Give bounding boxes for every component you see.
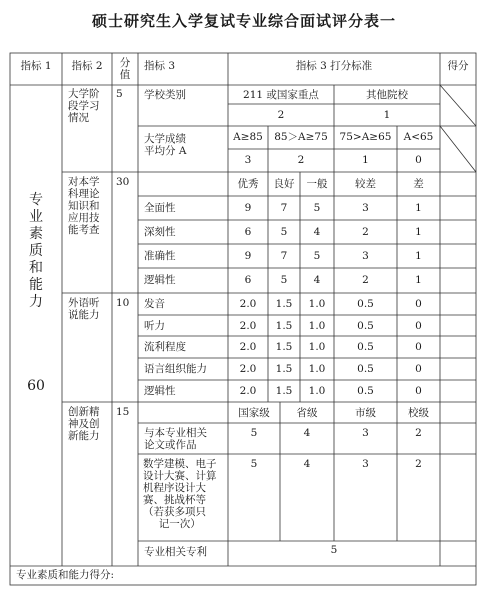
block2-row-4-val: 5 (280, 274, 288, 286)
block2-row-3-val: 5 (313, 250, 321, 262)
block1-gpa-opt-4: A<65 (403, 131, 434, 143)
header-standard: 指标 3 打分标准 (295, 60, 373, 72)
block2-row-2-val: 1 (415, 226, 422, 238)
block2-level-3: 一般 (306, 178, 328, 190)
block1-gpa-val-4: 0 (415, 154, 422, 166)
block2-row-2-val: 2 (362, 226, 369, 238)
block2-row-4-val: 1 (415, 274, 422, 286)
block3-row-4-val: 0.5 (357, 363, 374, 375)
block3-row-3-val: 0.5 (357, 341, 374, 353)
block3-row-2-val: 0 (415, 320, 422, 332)
block4-paper-val: 5 (250, 427, 258, 439)
block1-gpa-opt-1: A≥85 (233, 131, 263, 143)
block2-name: 对本学 科理论 知识和 应用技 能考查 (68, 176, 100, 236)
block4-patent-label: 专业相关专利 (144, 546, 207, 558)
block2-row-1-label: 全面性 (144, 202, 176, 214)
block3-row-4-label: 语言组织能力 (144, 363, 207, 375)
block3-row-5-val: 1.5 (275, 385, 293, 397)
header-score: 分 值 (119, 57, 131, 81)
block3-row-1-val: 2.0 (239, 298, 257, 310)
block2-row-1-val: 3 (362, 202, 369, 214)
block4-paper-label: 与本专业相关 论文或作品 (144, 427, 207, 451)
block3-row-2-label: 听力 (144, 320, 165, 332)
block2-level-4: 较差 (355, 178, 376, 190)
header-defen: 得分 (447, 60, 469, 72)
block3-row-2-val: 2.0 (239, 320, 257, 332)
block3-row-1-label: 发音 (144, 298, 165, 310)
block3-row-5-label: 逻辑性 (144, 385, 176, 397)
block1-gpa-val-2: 2 (297, 154, 305, 166)
block4-competition-label: 数学建模、电子 设计大赛、计算 机程序设计大 赛、挑战杯等 （若获多项只 记一次） (143, 458, 217, 530)
block4-paper-val: 2 (415, 427, 422, 439)
block2-level-5: 差 (413, 178, 424, 190)
block4-level-1: 国家级 (238, 407, 270, 419)
block3-row-2-val: 1.0 (308, 320, 326, 332)
block1-school-opt-1: 211 或国家重点 (243, 89, 319, 101)
block2-row-2-val: 6 (244, 226, 252, 238)
block4-competition-val: 4 (303, 458, 311, 470)
block3-score: 10 (116, 297, 130, 309)
block1-name: 大学阶 段学习 情况 (68, 88, 100, 124)
block1-score: 5 (116, 88, 123, 100)
block4-score: 15 (116, 406, 130, 418)
block4-paper-val: 3 (362, 427, 369, 439)
block4-competition-val: 5 (250, 458, 258, 470)
block2-row-3-val: 9 (244, 250, 252, 262)
block4-level-4: 校级 (408, 407, 429, 419)
block3-row-4-val: 1.5 (275, 363, 293, 375)
block2-row-1-val: 9 (244, 202, 252, 214)
block1-gpa-val-1: 3 (244, 154, 252, 166)
block3-row-5-val: 1.0 (308, 385, 326, 397)
header-indicator-3: 指标 3 (144, 60, 176, 72)
block3-name: 外语听 说能力 (68, 297, 100, 321)
block1-gpa-label: 大学成绩 平均分 A (144, 133, 187, 157)
block1-school-opt-2: 其他院校 (366, 89, 408, 101)
block3-row-3-val: 2.0 (239, 341, 257, 353)
block3-row-3-label: 流利程度 (144, 341, 186, 353)
block3-row-1-val: 1.0 (308, 298, 326, 310)
block3-row-3-val: 0 (415, 341, 422, 353)
block3-row-1-val: 0.5 (357, 298, 374, 310)
block2-row-1-val: 1 (415, 202, 422, 214)
block3-row-2-val: 1.5 (275, 320, 293, 332)
block1-school-val-2: 1 (383, 109, 391, 121)
block2-score: 30 (116, 176, 130, 188)
block4-competition-val: 3 (362, 458, 369, 470)
block1-gpa-opt-2: 85＞A≥75 (274, 131, 328, 143)
block2-row-3-val: 1 (415, 250, 422, 262)
block1-school-label: 学校类别 (144, 89, 186, 101)
block3-row-3-val: 1.0 (308, 341, 326, 353)
block2-level-1: 优秀 (237, 178, 259, 190)
block4-competition-val: 2 (415, 458, 422, 470)
block4-level-3: 市级 (355, 407, 376, 419)
header-indicator-2: 指标 2 (71, 60, 103, 72)
block2-row-4-label: 逻辑性 (144, 274, 176, 286)
block2-row-2-label: 深刻性 (144, 226, 176, 238)
block3-row-5-val: 0.5 (357, 385, 374, 397)
section-name: 专 业 素 质 和 能 力 (29, 192, 43, 310)
block4-patent-val: 5 (330, 544, 338, 556)
block3-row-4-val: 0 (415, 363, 422, 375)
block3-row-1-val: 0 (415, 298, 422, 310)
block3-row-3-val: 1.5 (275, 341, 293, 353)
block1-gpa-val-3: 1 (362, 154, 369, 166)
block3-row-5-val: 0 (415, 385, 422, 397)
block3-row-4-val: 2.0 (239, 363, 257, 375)
block4-level-2: 省级 (296, 407, 318, 419)
block1-school-val-1: 2 (277, 109, 285, 121)
block3-row-5-val: 2.0 (239, 385, 257, 397)
block2-row-2-val: 4 (313, 226, 321, 238)
block4-paper-val: 4 (303, 427, 311, 439)
block3-row-1-val: 1.5 (275, 298, 293, 310)
section-total: 60 (27, 378, 45, 394)
block2-row-1-val: 5 (313, 202, 321, 214)
block3-row-4-val: 1.0 (308, 363, 326, 375)
header-indicator-1: 指标 1 (20, 60, 52, 72)
block2-row-3-val: 3 (362, 250, 369, 262)
footer-total-label: 专业素质和能力得分: (16, 569, 115, 581)
block2-row-4-val: 2 (362, 274, 369, 286)
block2-row-3-val: 7 (280, 250, 288, 262)
page-title: 硕士研究生入学复试专业综合面试评分表一 (91, 12, 396, 30)
block2-row-1-val: 7 (280, 202, 288, 214)
block2-row-4-val: 4 (313, 274, 321, 286)
block2-row-2-val: 5 (280, 226, 288, 238)
block2-row-3-label: 准确性 (144, 250, 176, 262)
block2-row-4-val: 6 (244, 274, 252, 286)
block4-name: 创新精 神及创 新能力 (68, 406, 100, 442)
block2-level-2: 良好 (273, 178, 295, 190)
block1-gpa-opt-3: 75>A≥65 (339, 131, 392, 143)
block3-row-2-val: 0.5 (357, 320, 374, 332)
